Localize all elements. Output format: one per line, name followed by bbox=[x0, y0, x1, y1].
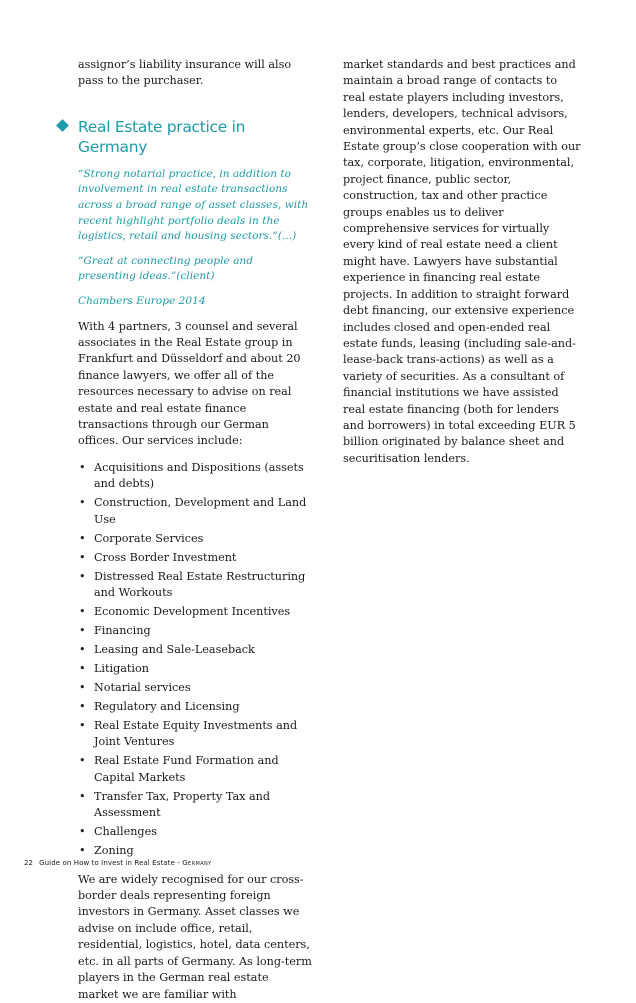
list-item: • Financing bbox=[78, 623, 312, 639]
guide-title: Guide on How to Invest in Real Estate - bbox=[39, 859, 183, 867]
services-intro-paragraph: With 4 partners, 3 counsel and several associates in the Real Estate group in Frankfurt and Düsseldorf and about 20 finance lawyers, we offer all of the resources necessary to advise on real estate and real estate finance transactions through our German offices. Our services include: bbox=[78, 319, 301, 448]
guide-country: Germany bbox=[182, 859, 212, 867]
bullet-icon: • bbox=[79, 496, 86, 510]
list-item: • Real Estate Fund Formation and Capital Markets bbox=[79, 754, 279, 784]
bullet-icon: • bbox=[79, 569, 86, 583]
quote-client: “Great at connecting people and presenting ideas.”(client) bbox=[78, 254, 254, 283]
list-item: • Cross Border Investment bbox=[78, 550, 312, 566]
right-column bbox=[343, 57, 581, 467]
list-item: • Real Estate Equity Investments and Joint Ventures bbox=[79, 719, 298, 749]
section-heading-text: Real Estate practice in Germany bbox=[78, 117, 246, 156]
bullet-icon: • bbox=[79, 825, 86, 839]
list-item: • Zoning bbox=[78, 843, 312, 859]
bullet-icon: • bbox=[79, 643, 86, 657]
cross-border-paragraph: We are widely recognised for our cross-border deals representing foreign investors in Germany. Asset classes we advise on include office, retail, residential, logistics, hotel, data centers, etc. in all parts of Germany. As long-term players in the German real estate market we are familiar with bbox=[78, 872, 312, 1001]
bullet-icon: • bbox=[79, 662, 86, 676]
list-item: • Distressed Real Estate Restructuring and Workouts bbox=[79, 569, 306, 600]
list-item: • Construction, Development and Land Use bbox=[79, 496, 307, 526]
bullet-icon: • bbox=[79, 605, 86, 619]
bullet-icon: • bbox=[79, 844, 86, 858]
services-list bbox=[78, 460, 312, 860]
quote-chambers: “Strong notarial practice, in addition to involvement in real estate transactions across a broad range of asset classes, with recent highlight portfolio deals in the logistics, retail and housing sectors.”(...) bbox=[78, 167, 309, 243]
market-paragraph: market standards and best practices and maintain a broad range of contacts to real estate players including investors, lenders, developers, technical advisors, environmental experts, etc. Our Real Estate group’s close cooperation with our tax, corporate, litigation, environmental, project finance, public sector, construction, tax and other practice groups enables us to deliver comprehensive services for virtually every kind of real estate need a client might have. Lawyers have substantial experience in financing real estate projects. In addition to straight forward debt financing, our extensive experience includes closed and open-ended real estate funds, leasing (including sale-and-lease-back trans-actions) as well as a variety of securities. As a consultant of financial institutions we have assisted real estate financing (both for lenders and borrowers) in total exceeding EUR 5 billion originated by balance sheet and securitisation lenders. bbox=[343, 58, 581, 465]
list-item: • Economic Development Incentives bbox=[78, 604, 312, 620]
section-heading bbox=[78, 117, 312, 157]
bullet-icon: • bbox=[79, 531, 86, 545]
list-item: • Regulatory and Licensing bbox=[78, 699, 312, 715]
bullet-icon: • bbox=[79, 550, 86, 564]
list-item: • Litigation bbox=[78, 661, 312, 677]
bullet-icon: • bbox=[79, 700, 86, 714]
list-item: • Corporate Services bbox=[78, 531, 312, 547]
list-item: • Acquisitions and Dispositions (assets and debts) bbox=[79, 460, 304, 491]
bullet-icon: • bbox=[79, 681, 86, 695]
bullet-icon: • bbox=[79, 460, 86, 474]
quote-source: Chambers Europe 2014 bbox=[78, 294, 206, 307]
list-item: • Challenges bbox=[78, 824, 312, 840]
page-number: 22 bbox=[24, 859, 34, 867]
list-item: • Leasing and Sale-Leaseback bbox=[78, 642, 312, 658]
list-item: • Notarial services bbox=[78, 680, 312, 696]
diamond-icon bbox=[56, 119, 69, 132]
intro-text: assignor’s liability insurance will also pass to the purchaser. bbox=[78, 58, 292, 88]
page-footer bbox=[24, 859, 212, 867]
bullet-icon: • bbox=[79, 719, 86, 733]
bullet-icon: • bbox=[79, 789, 86, 803]
bullet-icon: • bbox=[79, 624, 86, 638]
bullet-icon: • bbox=[79, 754, 86, 768]
list-item: • Transfer Tax, Property Tax and Assessment bbox=[79, 789, 271, 820]
